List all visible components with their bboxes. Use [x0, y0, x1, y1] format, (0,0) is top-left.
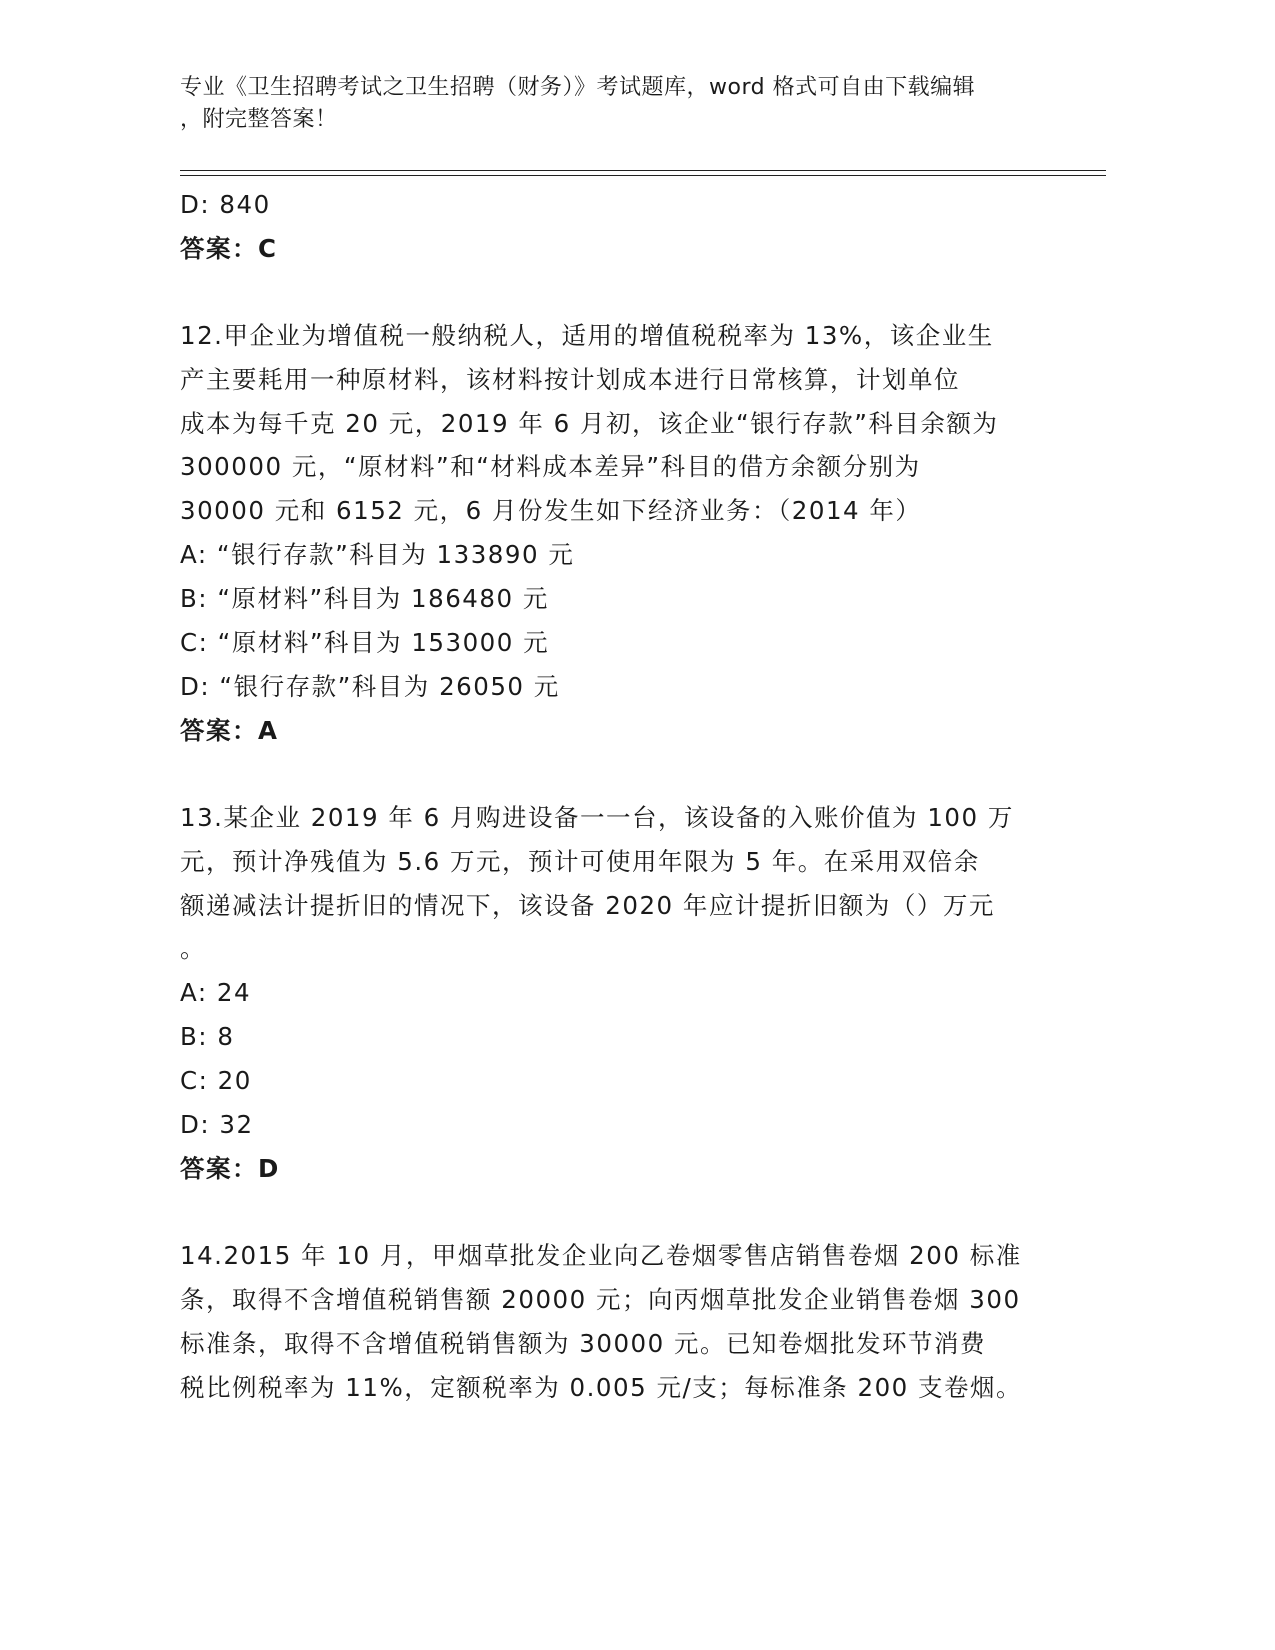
question-12-line: 成本为每千克 20 元，2019 年 6 月初，该企业“银行存款”科目余额为 [180, 408, 999, 438]
question-13-line: 13.某企业 2019 年 6 月购进设备一一台，该设备的入账价值为 100 万 [180, 802, 1014, 832]
question-13 [180, 796, 1050, 1191]
question-12-line: 产主要耗用一种原材料，该材料按计划成本进行日常核算，计划单位 [180, 364, 960, 394]
question-14 [180, 1234, 1050, 1409]
question-12 [180, 314, 1050, 753]
spacer [180, 1191, 1050, 1234]
header-divider-bottom [180, 175, 1106, 176]
header-line-2: ，附完整答案！ [180, 107, 338, 132]
prev-answer: 答案：C [180, 234, 278, 263]
question-14-line: 14.2015 年 10 月，甲烟草批发企业向乙卷烟零售店销售卷烟 200 标准 [180, 1241, 1022, 1271]
question-12-answer: 答案：A [180, 715, 279, 745]
question-13-line: 元，预计净残值为 5.6 万元，预计可使用年限为 5 年。在采用双倍余 [180, 846, 980, 876]
question-13-option-a: A: 24 [180, 978, 252, 1008]
spacer [180, 753, 1050, 796]
question-14-line: 条，取得不含增值税销售额 20000 元；向丙烟草批发企业销售卷烟 300 [180, 1284, 1021, 1314]
question-12-option-c: C: “原材料”科目为 153000 元 [180, 627, 550, 657]
question-12-option-a: A: “银行存款”科目为 133890 元 [180, 539, 575, 569]
question-13-answer: 答案：D [180, 1154, 280, 1184]
question-12-option-d: D: “银行存款”科目为 26050 元 [180, 671, 560, 701]
question-12-line: 30000 元和 6152 元，6 月份发生如下经济业务：（2014 年） [180, 496, 922, 526]
question-12-option-b: B: “原材料”科目为 186480 元 [180, 583, 549, 613]
question-14-line: 标准条，取得不含增值税销售额为 30000 元。已知卷烟批发环节消费 [180, 1328, 987, 1358]
question-13-option-c: C: 20 [180, 1066, 252, 1096]
page-header [180, 72, 1040, 136]
question-13-option-b: B: 8 [180, 1022, 235, 1052]
question-content [180, 183, 1050, 1409]
header-line-1: 专业《卫生招聘考试之卫生招聘（财务）》考试题库，word 格式可自由下载编辑 [180, 75, 976, 100]
question-13-option-d: D: 32 [180, 1110, 254, 1140]
question-12-line: 300000 元，“原材料”和“材料成本差异”科目的借方余额分别为 [180, 452, 921, 482]
question-13-line: 。 [180, 934, 206, 964]
question-14-line: 税比例税率为 11%，定额税率为 0.005 元/支；每标准条 200 支卷烟。 [180, 1372, 1023, 1402]
prev-option-d: D: 840 [180, 190, 271, 219]
question-12-line: 12.甲企业为增值税一般纳税人，适用的增值税税率为 13%，该企业生 [180, 321, 994, 350]
spacer [180, 271, 1050, 314]
header-divider-top [180, 170, 1106, 171]
question-13-line: 额递减法计提折旧的情况下，该设备 2020 年应计提折旧额为（）万元 [180, 890, 995, 920]
